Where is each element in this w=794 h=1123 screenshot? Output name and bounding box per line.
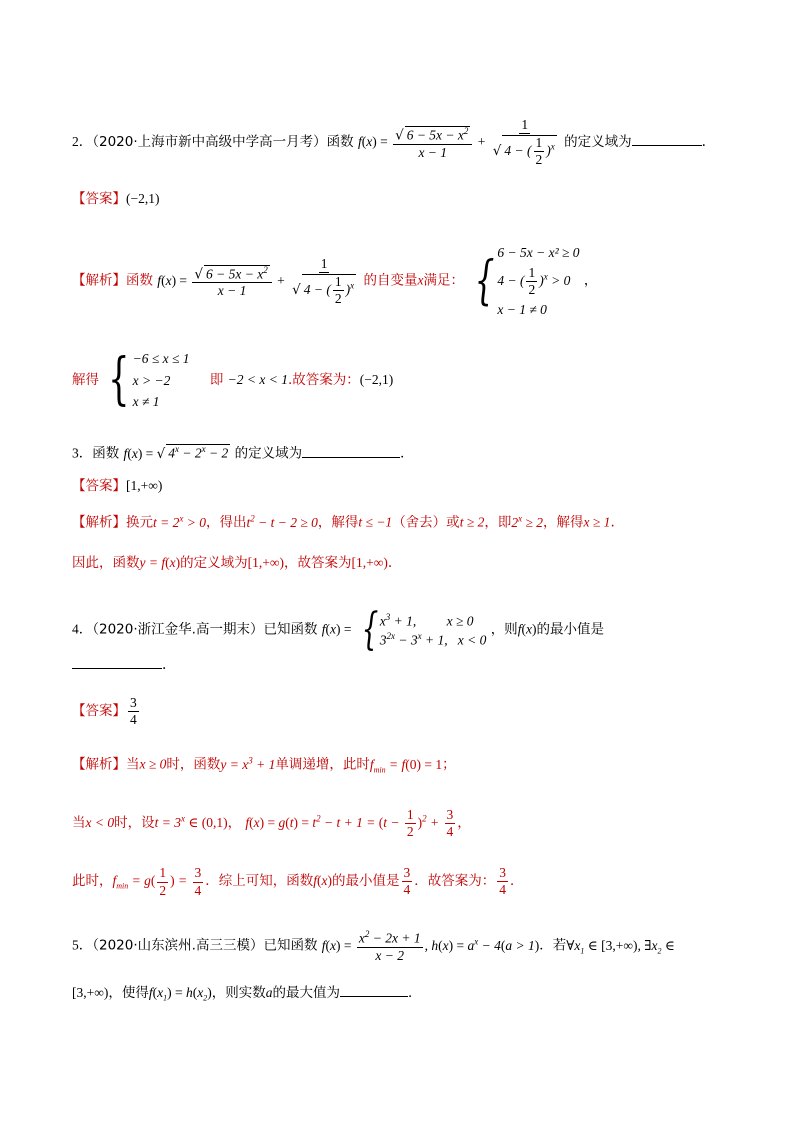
q5-stem-line1: 5．（2020·山东滨州.高三三模）已知函数 f(x) = $\frac{x^2 - 2x + 1}{x - 2}$ , $h(x) = a^x - 4(a > 1)$．若$\forall x_1$ ∈ [3,+∞), $\exists x_2$ ∈ (72, 929, 675, 963)
answer-blank (340, 984, 408, 997)
q3-analysis-line2: 因此，函数y = f(x)的定义域为[1,+∞)，故答案为[1,+∞). (72, 555, 393, 571)
q2-analysis: 【解析】函数 f(x) = $\frac{√ 6 - 5x - x^2}{x - 1}$ + 1 √ 4 − ( $\frac{1}{2}$ )$^x$ 的自变量x满足： { 6 − 5x − x² ≥ 0 4 − ( $\frac{1}{2}$ )$^x$ > 0 x − 1 ≠ 0 ， (72, 245, 598, 317)
q2-condition-system: { 6 − 5x − x² ≥ 0 4 − ( $\frac{1}{2}$ )$^x$ > 0 x − 1 ≠ 0 (474, 245, 580, 317)
q4-stem: 4．（2020·浙江金华.高一期末）已知函数 f(x) = { $x^3 + 1$, x ≥ 0 $3^{2x} - 3^x + 1$, x < 0 ，则f(x)的最小值是 (72, 604, 604, 655)
q4-analysis-line3: 此时，$f_{min} = g$( $\frac{1}{2}$ ) = $\frac{3}{4}$ ．综上可知，函数f(x)的最小值是 $\frac{3}{4}$ ．故答案为： $\frac{3}{4}$ ． (72, 865, 524, 898)
q2-function: f(x) = $\frac{√ 6 - 5x - x^2}{x - 1}$ + 1 √ 4 − ( $\frac{1}{2}$ )$^x$ (357, 117, 555, 168)
q4-analysis-line2: 当x < 0时，设$t = 3^x$ ∈ (0,1)， $f(x) = g(t) = t^2 - t + 1 = (t$ − $\frac{1}{2}$ )$^2$ + $\frac{3}{4}$ ， (72, 807, 471, 840)
q2-answer: 【答案】(−2,1) (72, 191, 160, 207)
q3-analysis-line1: 【解析】换元$t = 2^x > 0$，得出$t^2 - t - 2 \ge 0$，解得t ≤ −1（舍去）或t ≥ 2，即$2^x \ge 2$，解得x ≥ 1. (72, 513, 615, 531)
q4-analysis-line1: 【解析】当x ≥ 0时，函数$y = x^3 + 1$单调递增，此时$f_{min} = f(0) = 1$； (72, 755, 456, 775)
q2-stem: 2．（2020·上海市新中高级中学高一月考）函数 f(x) = $\frac{√ 6 - 5x - x^2}{x - 1}$ + 1 √ 4 − ( $\frac{1}{2}$ )$^x$ 的定义域为 . (72, 117, 706, 168)
answer-blank (632, 133, 702, 146)
q5-stem-line2: [3,+∞)，使得$f(x_1) = h(x_2)$，则实数a的最大值为 ． (72, 985, 422, 1003)
q3-stem: 3．函数 f(x) = √ $4^x - 2^x - 2$ 的定义域为 ． (72, 444, 414, 462)
answer-blank (72, 656, 162, 669)
q3-answer: 【答案】[1,+∞) (72, 478, 163, 494)
q2-solution: 解得 { −6 ≤ x ≤ 1 x > −2 x ≠ 1 即 −2 < x < 1.故答案为：(−2,1) (72, 347, 394, 413)
answer-blank (302, 445, 400, 458)
q4-answer: 【答案】 $\frac{3}{4}$ (72, 695, 137, 728)
